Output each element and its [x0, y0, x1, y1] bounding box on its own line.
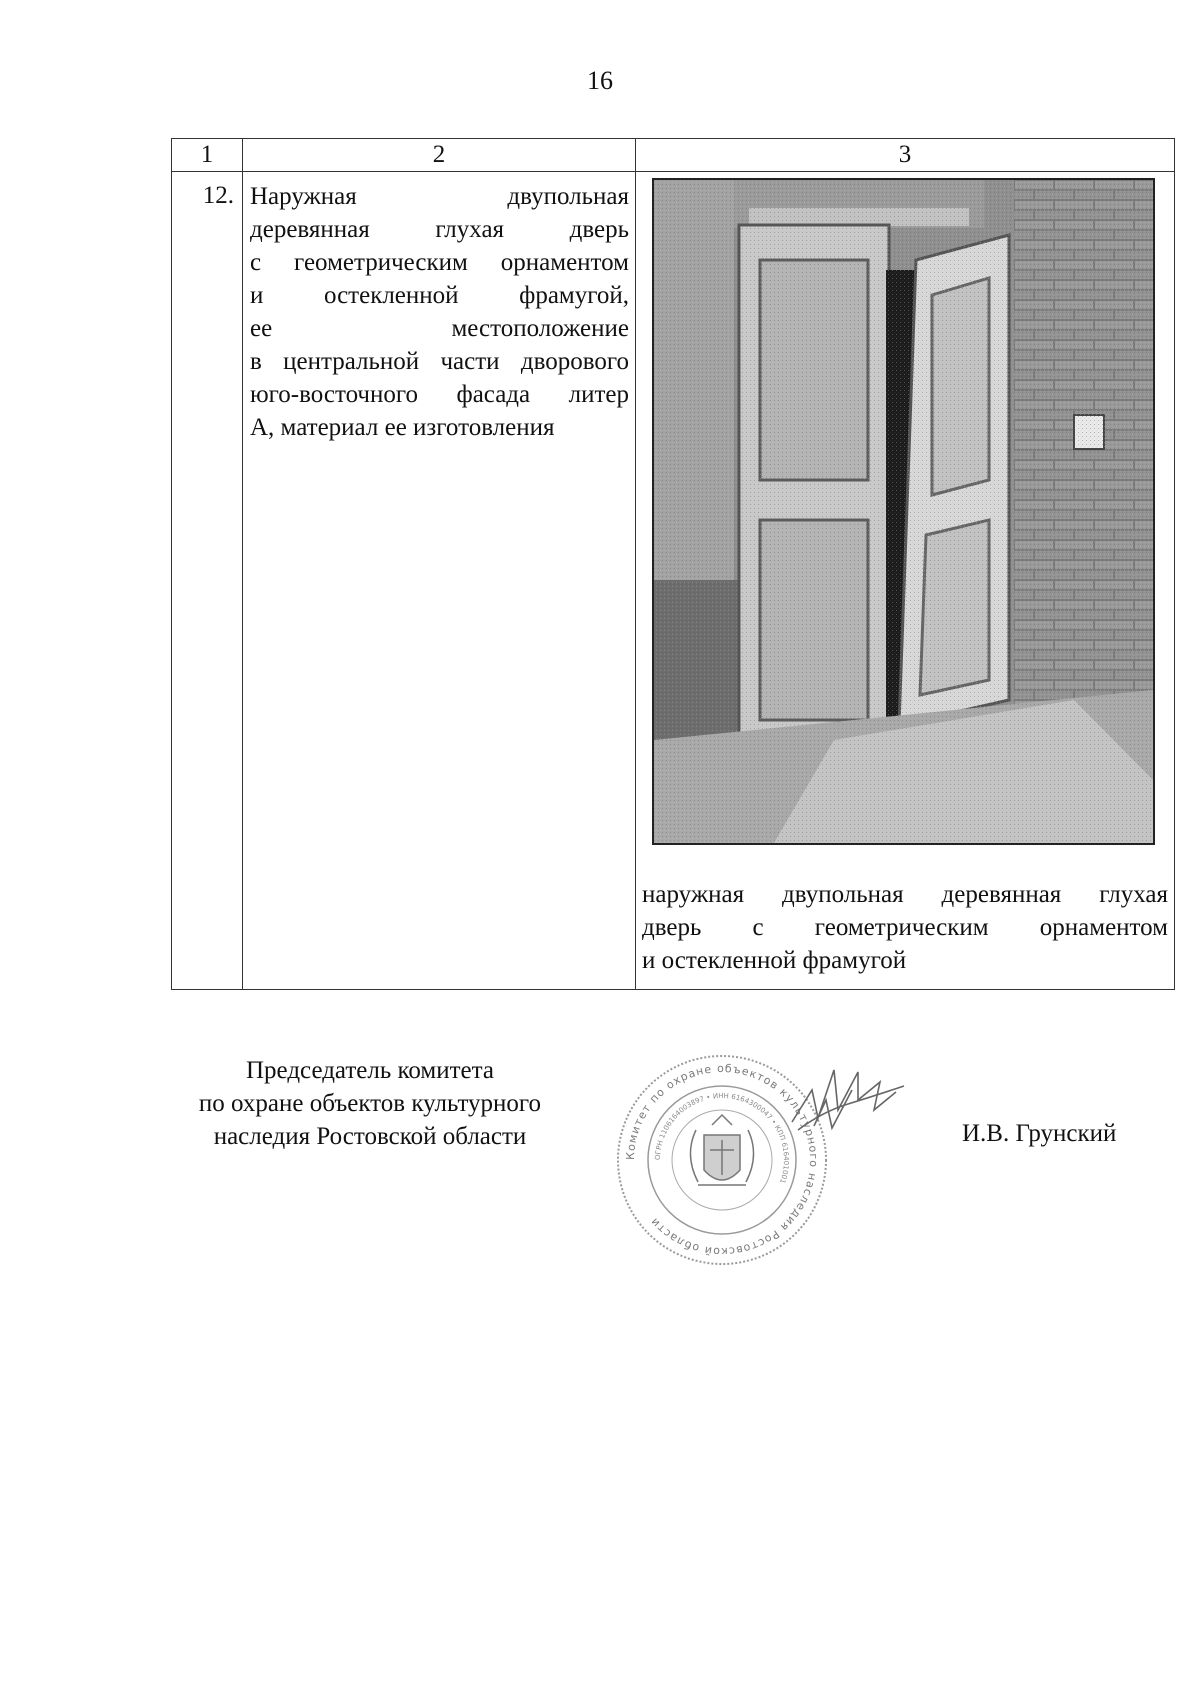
position-line: по охране объектов культурного: [198, 1090, 542, 1117]
description-line: А, материал ее изготовления: [250, 414, 555, 441]
table-header-cell: 3: [636, 139, 1175, 172]
door-photo: [652, 178, 1155, 845]
table-header-row: [172, 139, 1175, 172]
table-header-cell: 1: [172, 139, 243, 172]
description-line: в центральной части дворового: [250, 348, 629, 375]
seal-inner-text: ОГРН 1106164003897 • ИНН 6164300047 • КПП 616401001: [653, 1091, 791, 1185]
page-number: 16: [587, 66, 613, 95]
table-header-cell: 2: [243, 139, 636, 172]
signer-name: И.В. Грунский: [962, 1120, 1117, 1147]
description-line: с геометрическим орнаментом: [250, 249, 629, 276]
description-line: Наружная двупольная: [250, 183, 629, 210]
caption-line: наружная двупольная деревянная глухая: [642, 881, 1168, 908]
photo-caption: [642, 878, 1168, 977]
position-line: Председатель комитета: [246, 1057, 494, 1084]
description-line: ее местоположение: [250, 315, 629, 342]
description-line: деревянная глухая дверь: [250, 216, 629, 243]
coat-of-arms-icon: [690, 1115, 753, 1185]
position-line: наследия Ростовской области: [213, 1123, 527, 1150]
caption-line: дверь с геометрическим орнаментом: [642, 914, 1168, 941]
row-number: 12.: [172, 172, 243, 990]
door-photo-image: [654, 180, 1153, 843]
table-row: [172, 172, 1175, 990]
description-line: и остекленной фрамугой,: [250, 282, 629, 309]
item-description: [243, 172, 636, 990]
description-line: юго-восточного фасада литер: [250, 381, 629, 408]
seal-ring-text: Комитет по охране объектов культурного наследия Ростовской области: [623, 1061, 821, 1259]
official-seal-icon: [612, 1030, 912, 1280]
photo-cell: [636, 172, 1175, 990]
caption-line: и остекленной фрамугой: [642, 947, 907, 974]
signer-position: [155, 1054, 585, 1153]
heritage-items-table: [171, 138, 1175, 990]
